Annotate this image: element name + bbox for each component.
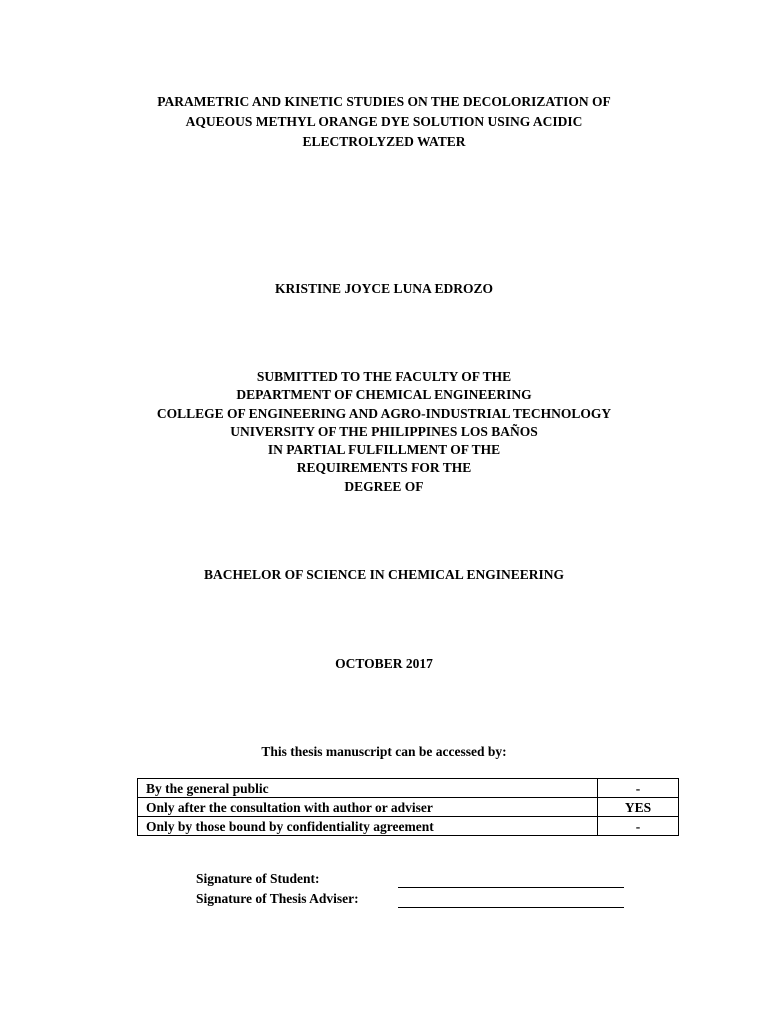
signature-block [196,870,636,910]
degree-name: BACHELOR OF SCIENCE IN CHEMICAL ENGINEERING [204,567,564,582]
access-option-value: YES [598,798,679,817]
student-signature-row [196,870,636,890]
table-row [138,798,679,817]
access-heading: This thesis manuscript can be accessed by: [261,744,507,759]
adviser-signature-row [196,890,636,910]
access-option-label: Only after the consultation with author or adviser [138,798,598,817]
access-option-label: Only by those bound by confidentiality agreement [138,817,598,836]
access-option-value: - [598,817,679,836]
submission-line-1: SUBMITTED TO THE FACULTY OF THE [256,369,512,384]
adviser-signature-line [398,907,624,908]
submission-date: OCTOBER 2017 [335,656,433,671]
title-line-1: PARAMETRIC AND KINETIC STUDIES ON THE DECOLORIZATION OF [157,94,611,109]
thesis-title [0,92,768,152]
submission-line-6: REQUIREMENTS FOR THE [296,460,472,476]
submission-line-4: UNIVERSITY OF THE PHILIPPINES LOS BAÑOS [230,423,538,439]
student-signature-line [398,887,624,888]
submission-line-7: DEGREE OF [344,478,424,494]
access-option-label: By the general public [138,779,598,798]
access-option-value: - [598,779,679,798]
title-line-3: ELECTROLYZED WATER [302,134,466,149]
access-table [137,778,679,836]
student-signature-label: Signature of Student: [196,871,320,886]
submission-line-3: COLLEGE OF ENGINEERING AND AGRO-INDUSTRIAL TECHNOLOGY [156,405,612,421]
adviser-signature-label: Signature of Thesis Adviser: [196,891,359,906]
submission-line-5: IN PARTIAL FULFILLMENT OF THE [267,442,501,458]
table-row [138,779,679,798]
submission-statement [0,368,768,496]
submission-line-2: DEPARTMENT OF CHEMICAL ENGINEERING [236,387,532,403]
table-row [138,817,679,836]
author-name: KRISTINE JOYCE LUNA EDROZO [275,281,493,296]
title-line-2: AQUEOUS METHYL ORANGE DYE SOLUTION USING ACIDIC [185,114,583,129]
